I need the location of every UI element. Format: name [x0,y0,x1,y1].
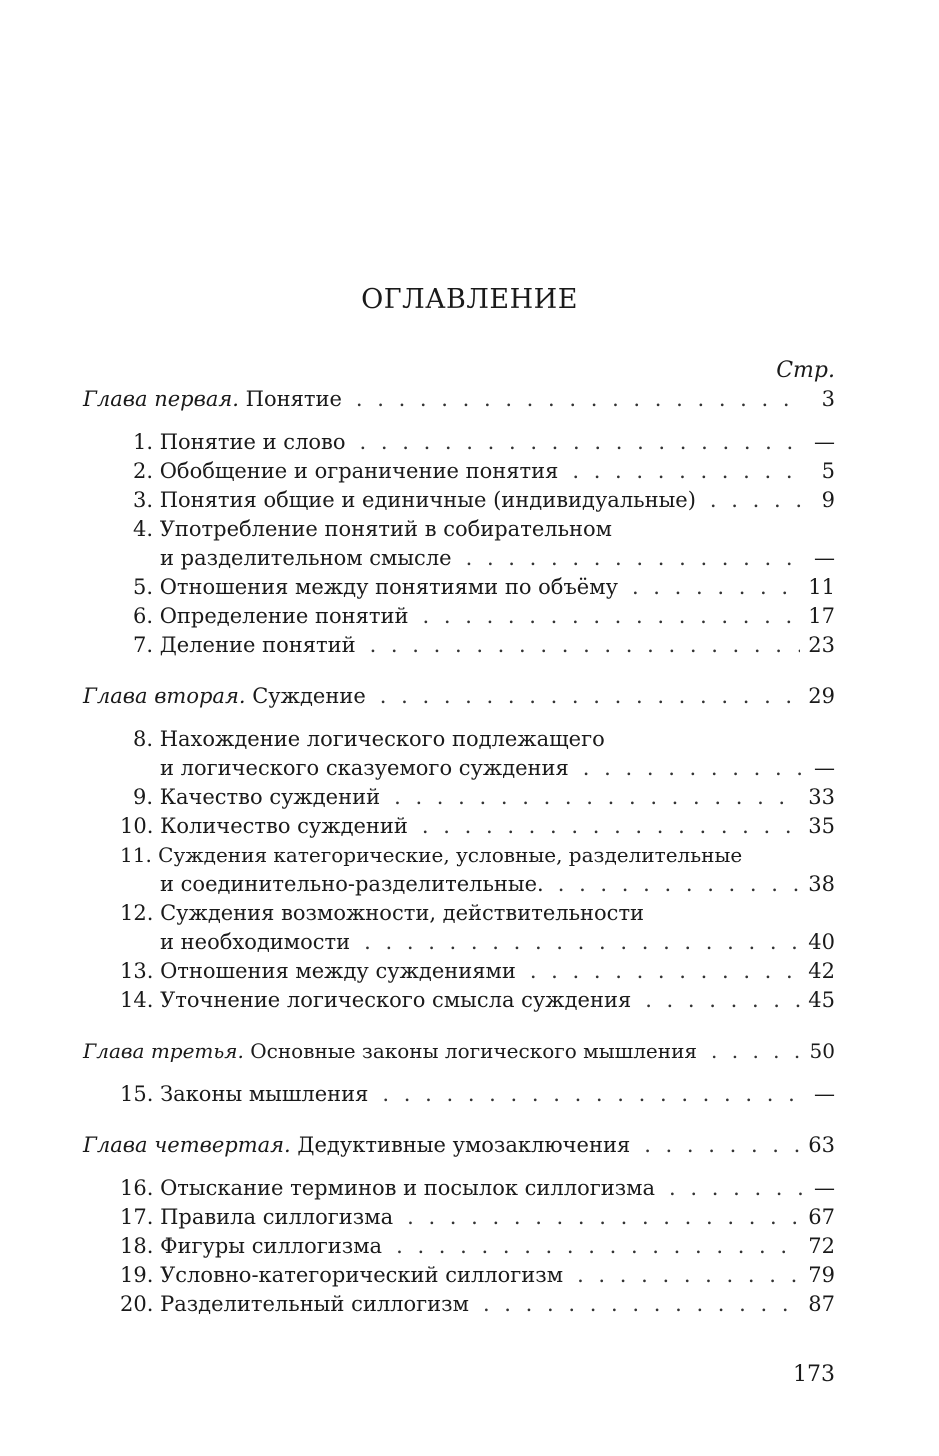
page-ref: 23 [808,633,835,657]
dot-leader [645,986,800,1015]
page-column-label: Стр. [776,358,835,383]
page-number: 173 [793,1362,835,1387]
section-title-continued: и логического сказуемого суждения [160,756,569,780]
page-ref: 40 [808,930,835,954]
section-title: 20. Разделительный силлогизм [120,1292,469,1316]
chapter-prefix: Глава вторая. [83,684,246,708]
toc-section-13[interactable] [83,957,835,986]
chapter-name: Суждение [252,684,366,708]
dot-leader [407,1203,800,1232]
page-ref: 35 [808,814,835,838]
toc-chapter-1[interactable] [83,385,835,414]
dot-leader [370,631,801,660]
toc-section-11-line1[interactable]: 11. Суждения категорические, условные, разделительные [120,843,743,867]
page-ref: — [814,756,835,780]
dot-leader [356,385,803,414]
section-title: 13. Отношения между суждениями [120,959,516,983]
page-ref: — [814,1176,835,1200]
section-title: 6. Определение понятий [133,604,409,628]
toc-section-2[interactable] [83,457,835,486]
section-title-continued: и разделительном смысле [160,546,452,570]
section-title: 9. Качество суждений [133,785,381,809]
toc-section-3[interactable] [83,486,835,515]
page-ref: 72 [808,1234,835,1258]
toc-section-9[interactable] [83,783,835,812]
section-title: 10. Количество суждений [120,814,408,838]
section-title: 15. Законы мышления [120,1082,369,1106]
toc-section-8-line1[interactable]: 8. Нахождение логического подлежащего [133,727,605,751]
chapter-name: Дедуктивные умозаключения [297,1133,631,1157]
toc-section-15[interactable] [83,1080,835,1109]
section-title: 2. Обобщение и ограничение понятия [133,459,559,483]
dot-leader [558,870,801,899]
dot-leader [577,1261,800,1290]
section-title: 5. Отношения между понятиями по объёму [133,575,618,599]
dot-leader [382,1080,803,1109]
toc-chapter-4[interactable] [83,1131,835,1160]
page-ref: 9 [821,488,835,512]
toc-chapter-3[interactable] [83,1037,835,1066]
page-ref: 45 [808,988,835,1012]
page-ref: 63 [808,1133,835,1157]
section-title: 14. Уточнение логического смысла суждения [120,988,632,1012]
page-title: ОГЛАВЛЕНИЕ [361,284,578,315]
chapter-heading [83,385,342,414]
page-ref: — [814,546,835,570]
dot-leader [423,602,801,631]
toc-section-19[interactable] [83,1261,835,1290]
chapter-heading [83,682,366,711]
toc-section-12-line1[interactable]: 12. Суждения возможности, действительности [120,901,645,925]
dot-leader [583,754,803,783]
dot-leader [396,1232,800,1261]
toc-section-17[interactable] [83,1203,835,1232]
toc-section-10[interactable] [83,812,835,841]
dot-leader [632,573,800,602]
page-ref: 67 [808,1205,835,1229]
toc-section-7[interactable] [83,631,835,660]
chapter-name: Основные законы логического мышления [250,1039,698,1063]
page-ref: 3 [821,387,835,411]
section-title: 18. Фигуры силлогизма [120,1234,383,1258]
toc-section-18[interactable] [83,1232,835,1261]
section-title-continued: и необходимости [160,930,351,954]
toc-section-12-line2[interactable] [83,928,835,957]
toc-chapter-2[interactable] [83,682,835,711]
page-ref: 42 [808,959,835,983]
dot-leader [669,1174,803,1203]
toc-section-1[interactable] [83,428,835,457]
dot-leader [380,682,801,711]
section-title: 17. Правила силлогизма [120,1205,394,1229]
section-title: 1. Понятие и слово [133,430,346,454]
chapter-prefix: Глава третья. [83,1039,244,1063]
dot-leader [394,783,800,812]
chapter-prefix: Глава первая. [83,387,239,411]
chapter-name: Понятие [245,387,342,411]
dot-leader [530,957,800,986]
dot-leader [364,928,800,957]
dot-leader [466,544,803,573]
dot-leader [422,812,800,841]
dot-leader [572,457,803,486]
section-title-continued: и соединительно-разделительные. [160,872,544,896]
table-of-contents [83,356,835,1319]
section-title: 7. Деление понятий [133,633,356,657]
toc-section-11-line2[interactable] [83,870,835,899]
toc-section-16[interactable] [83,1174,835,1203]
page-ref: 17 [808,604,835,628]
dot-leader [644,1131,800,1160]
toc-section-8-line2[interactable] [83,754,835,783]
page-ref: 79 [808,1263,835,1287]
page-ref: 11 [808,575,835,599]
chapter-heading [83,1131,630,1160]
toc-section-4-line2[interactable] [83,544,835,573]
page-ref: 33 [808,785,835,809]
chapter-heading [83,1037,697,1066]
page-ref: 87 [808,1292,835,1316]
page-ref: 29 [808,684,835,708]
page-ref: 38 [808,872,835,896]
dot-leader [711,1037,802,1066]
dot-leader [483,1290,800,1319]
toc-section-6[interactable] [83,602,835,631]
dot-leader [710,486,803,515]
dot-leader [360,428,803,457]
toc-section-4-line1[interactable]: 4. Употребление понятий в собирательном [133,517,612,541]
section-title: 19. Условно-категорический силлогизм [120,1263,564,1287]
toc-section-14[interactable] [83,986,835,1015]
chapter-prefix: Глава четвертая. [83,1133,291,1157]
page-ref: — [814,1082,835,1106]
toc-section-20[interactable] [83,1290,835,1319]
toc-section-5[interactable] [83,573,835,602]
page-ref: 5 [821,459,835,483]
page-ref: — [814,430,835,454]
page-ref: 50 [809,1039,835,1063]
section-title: 3. Понятия общие и единичные (индивидуальные) [133,488,696,512]
section-title: 16. Отыскание терминов и посылок силлогизма [120,1176,656,1200]
